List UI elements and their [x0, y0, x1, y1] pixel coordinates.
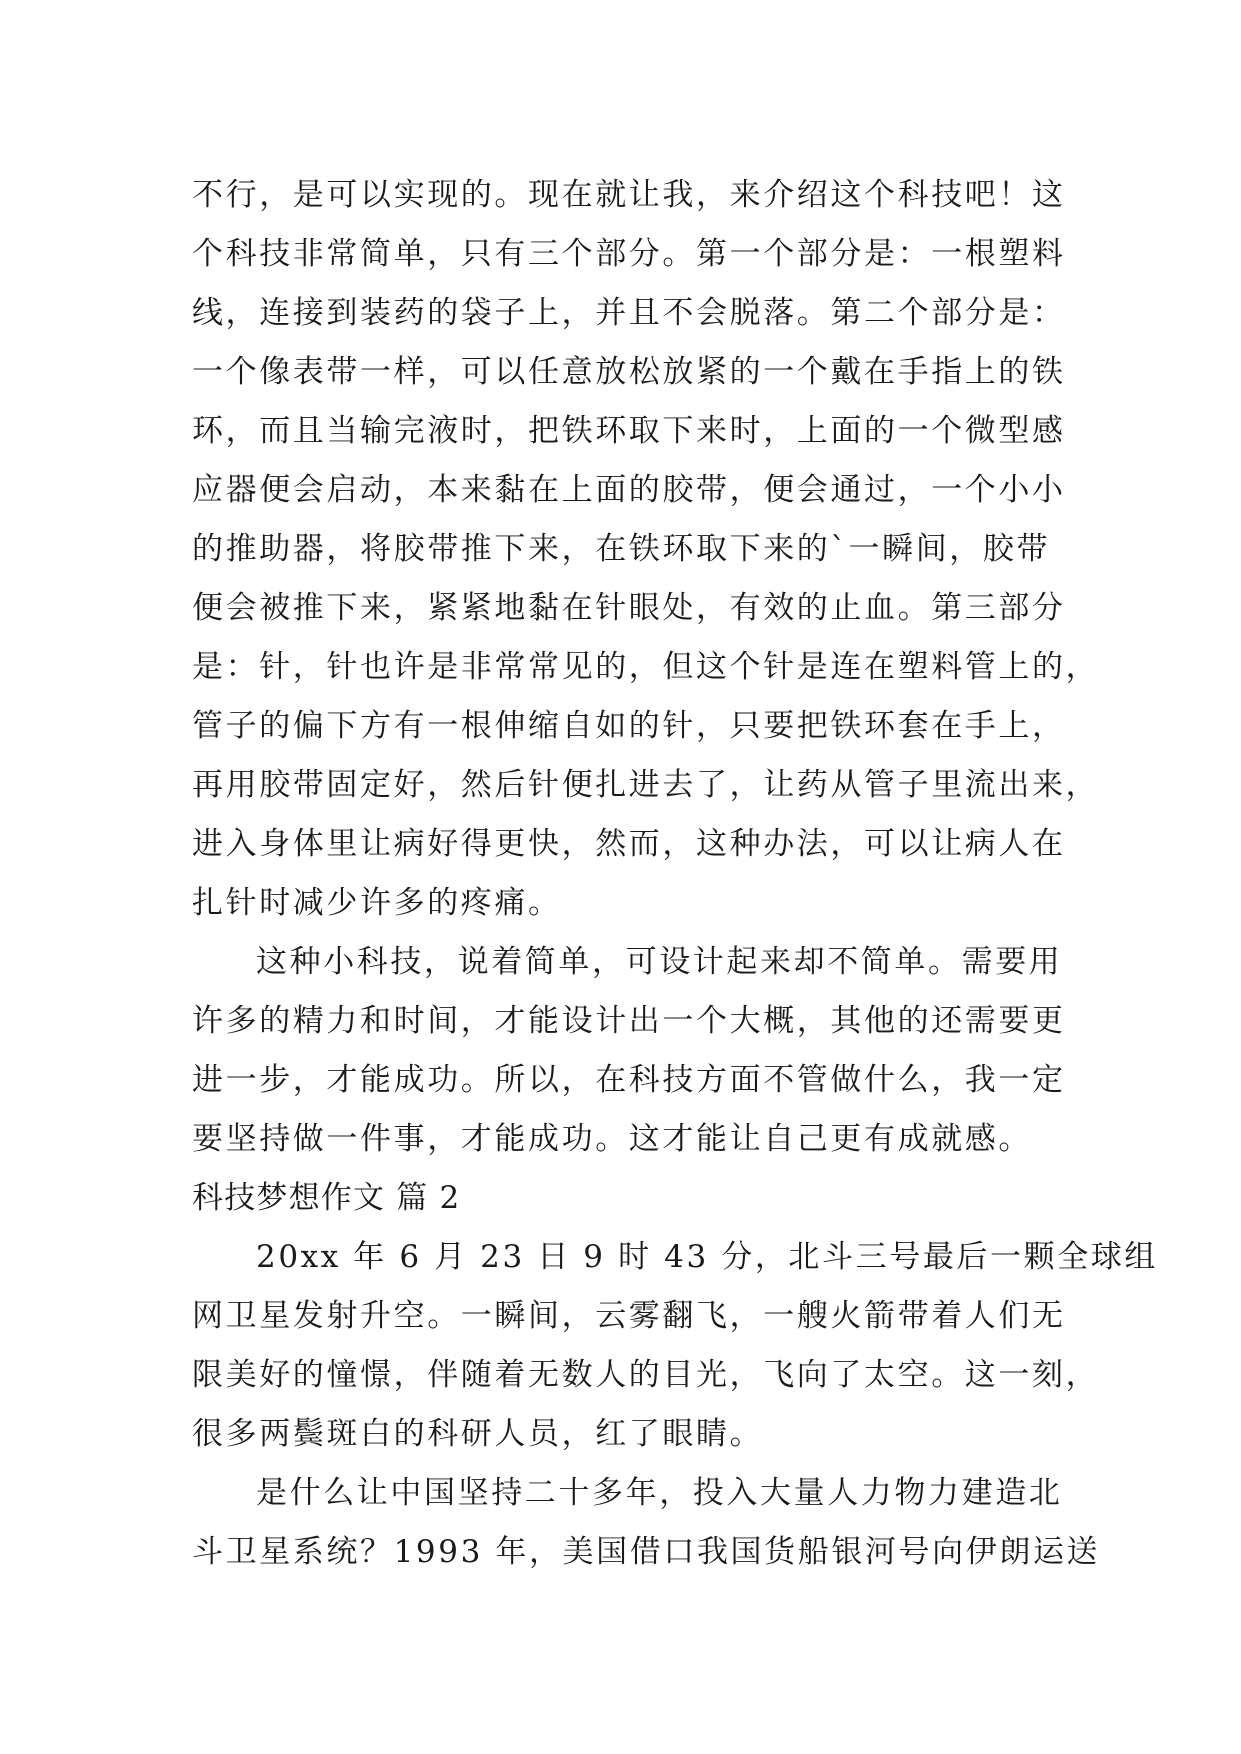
paragraph-start-line: 20xx 年 6 月 23 日 9 时 43 分，北斗三号最后一颗全球组: [256, 1239, 1159, 1275]
text-line: 是：针，针也许是非常常见的，但这个针是连在塑料管上的，: [192, 649, 1100, 685]
document-body: [192, 166, 1159, 1582]
text-line: 应器便会启动，本来黏在上面的胶带，便会通过，一个小小: [192, 472, 1066, 508]
text-line: 斗卫星系统？1993 年，美国借口我国货船银河号向伊朗运送: [192, 1534, 1101, 1570]
text-line: 扎针时减少许多的疼痛。: [192, 885, 562, 921]
text-line: 许多的精力和时间，才能设计出一个大概，其他的还需要更: [192, 1003, 1066, 1039]
text-line: 再用胶带固定好，然后针便扎进去了，让药从管子里流出来，: [192, 767, 1100, 803]
text-line: 网卫星发射升空。一瞬间，云雾翻飞，一艘火箭带着人们无: [192, 1298, 1066, 1334]
text-line: 一个像表带一样，可以任意放松放紧的一个戴在手指上的铁: [192, 354, 1066, 390]
text-line: 线，连接到装药的袋子上，并且不会脱落。第二个部分是：: [192, 295, 1066, 331]
text-line: 很多两鬓斑白的科研人员，红了眼睛。: [192, 1416, 764, 1452]
text-line: 个科技非常简单，只有三个部分。第一个部分是：一根塑料: [192, 236, 1066, 272]
text-line: 便会被推下来，紧紧地黏在针眼处，有效的止血。第三部分: [192, 590, 1066, 626]
text-line: 管子的偏下方有一根伸缩自如的针，只要把铁环套在手上，: [192, 708, 1066, 744]
paragraph-start-line: 是什么让中国坚持二十多年，投入大量人力物力建造北: [256, 1475, 1063, 1511]
section-heading: 科技梦想作文 篇 2: [192, 1180, 461, 1216]
text-line: 不行，是可以实现的。现在就让我，来介绍这个科技吧！这: [192, 177, 1066, 213]
text-line: 限美好的憧憬，伴随着无数人的目光，飞向了太空。这一刻，: [192, 1357, 1100, 1393]
text-line: 进一步，才能成功。所以，在科技方面不管做什么，我一定: [192, 1062, 1066, 1098]
text-line: 要坚持做一件事，才能成功。这才能让自己更有成就感。: [192, 1121, 1032, 1157]
text-line: 的推助器，将胶带推下来，在铁环取下来的`一瞬间，胶带: [192, 531, 1051, 567]
paragraph-start-line: 这种小科技，说着简单，可设计起来却不简单。需要用: [256, 944, 1063, 980]
text-line: 环，而且当输完液时，把铁环取下来时，上面的一个微型感: [192, 413, 1066, 449]
text-line: 进入身体里让病好得更快，然而，这种办法，可以让病人在: [192, 826, 1066, 862]
